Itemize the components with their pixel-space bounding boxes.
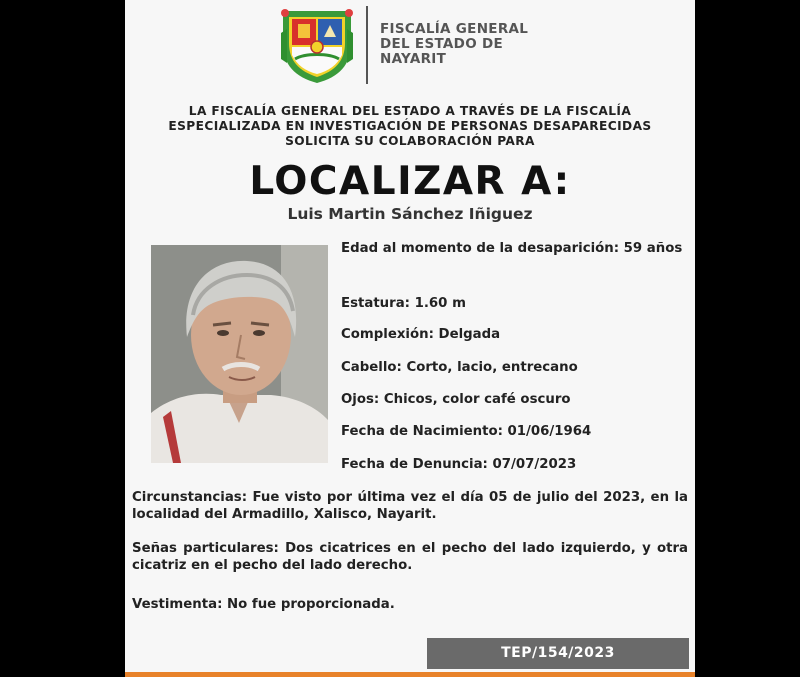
agency-line-3: NAYARIT xyxy=(380,51,447,67)
state-coat-of-arms-logo xyxy=(277,3,357,87)
intro-line-1: LA FISCALÍA GENERAL DEL ESTADO A TRAVÉS DE LA FISCALÍA xyxy=(188,104,632,118)
agency-line-1: FISCALÍA GENERAL xyxy=(380,21,529,37)
detail-fecha-nacimiento: Fecha de Nacimiento: 01/06/1964 xyxy=(341,424,592,439)
person-name: Luis Martin Sánchez Iñiguez xyxy=(287,205,533,223)
missing-person-poster xyxy=(125,0,695,672)
vestimenta-text: Vestimenta: No fue proporcionada. xyxy=(132,597,395,612)
senas-particulares-text: Señas particulares: Dos cicatrices en el pecho del lado izquierdo, y otra cicatriz en el pecho del lado derecho. xyxy=(132,541,688,573)
intro-line-3: SOLICITA SU COLABORACIÓN PARA xyxy=(285,134,535,148)
detail-estatura: Estatura: 1.60 m xyxy=(341,296,466,311)
detail-edad: Edad al momento de la desaparición: 59 años xyxy=(341,241,683,256)
intro-text xyxy=(125,104,695,149)
intro-line-2: ESPECIALIZADA EN INVESTIGACIÓN DE PERSONAS DESAPARECIDAS xyxy=(168,119,652,133)
detail-fecha-denuncia: Fecha de Denuncia: 07/07/2023 xyxy=(341,457,577,472)
detail-complexion: Complexión: Delgada xyxy=(341,327,501,342)
headline: LOCALIZAR A: xyxy=(249,159,571,204)
detail-cabello: Cabello: Corto, lacio, entrecano xyxy=(341,360,578,375)
circunstancias-text: Circunstancias: Fue visto por última vez el día 05 de julio del 2023, en la localidad del Armadillo, Xalisco, Nayarit. xyxy=(132,490,688,522)
person-photo xyxy=(151,245,328,463)
accent-bar xyxy=(125,672,695,677)
header-divider xyxy=(366,6,368,84)
case-folio-badge: TEP/154/2023 xyxy=(427,638,689,669)
detail-ojos: Ojos: Chicos, color café oscuro xyxy=(341,392,571,407)
agency-line-2: DEL ESTADO DE xyxy=(380,36,503,52)
agency-name xyxy=(380,22,580,67)
